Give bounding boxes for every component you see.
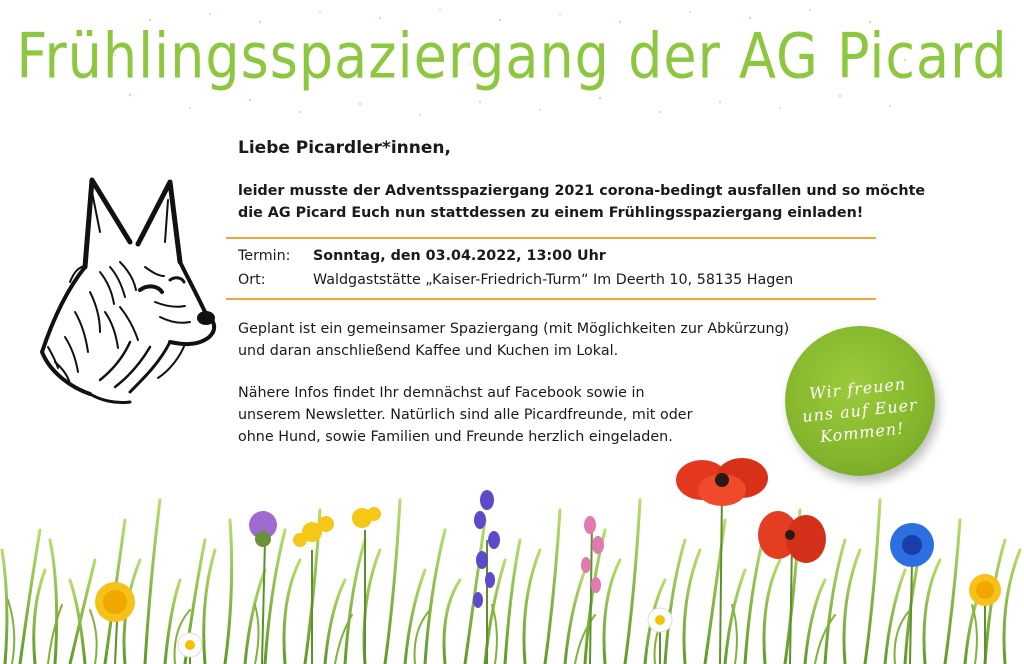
intro-line: leider musste der Adventsspaziergang 2021 corona-bedingt ausfallen und so möchte [238, 183, 926, 199]
badge-line: Kommen! [819, 418, 906, 447]
greeting: Liebe Picardler*innen, [238, 138, 451, 158]
divider-top [226, 237, 876, 239]
wildflower-meadow-illustration [0, 440, 1024, 664]
page-title: Frühlingsspaziergang der AG Picard [16, 20, 1008, 93]
badge-line: Wir freuen [808, 374, 907, 404]
ort-value: Waldgaststätte „Kaiser-Friedrich-Turm“ Im Deerth 10, 58135 Hagen [313, 272, 794, 288]
ort-label: Ort: [238, 272, 266, 288]
paragraph-line: ohne Hund, sowie Familien und Freunde herzlich eingeladen. [238, 429, 673, 445]
ort-row [238, 272, 878, 292]
paragraph-line: Nähere Infos findet Ihr demnächst auf Facebook sowie in [238, 385, 645, 401]
intro-text [238, 180, 926, 224]
divider-bottom [226, 298, 876, 300]
termin-label: Termin: [238, 248, 291, 264]
picard-dog-head-illustration [30, 172, 220, 412]
intro-line: die AG Picard Euch nun stattdessen zu einem Frühlingsspaziergang einladen! [238, 205, 864, 221]
paragraph-line: unserem Newsletter. Natürlich sind alle Picardfreunde, mit oder [238, 407, 693, 423]
paragraph-line: Geplant ist ein gemeinsamer Spaziergang (mit Möglichkeiten zur Abkürzung) [238, 321, 790, 337]
badge-line: uns auf Euer [801, 395, 919, 427]
paragraph-info [238, 382, 838, 448]
termin-row [238, 248, 878, 268]
paragraph-plan [238, 318, 838, 362]
paragraph-line: und daran anschließend Kaffee und Kuchen im Lokal. [238, 343, 619, 359]
termin-value: Sonntag, den 03.04.2022, 13:00 Uhr [313, 248, 606, 264]
